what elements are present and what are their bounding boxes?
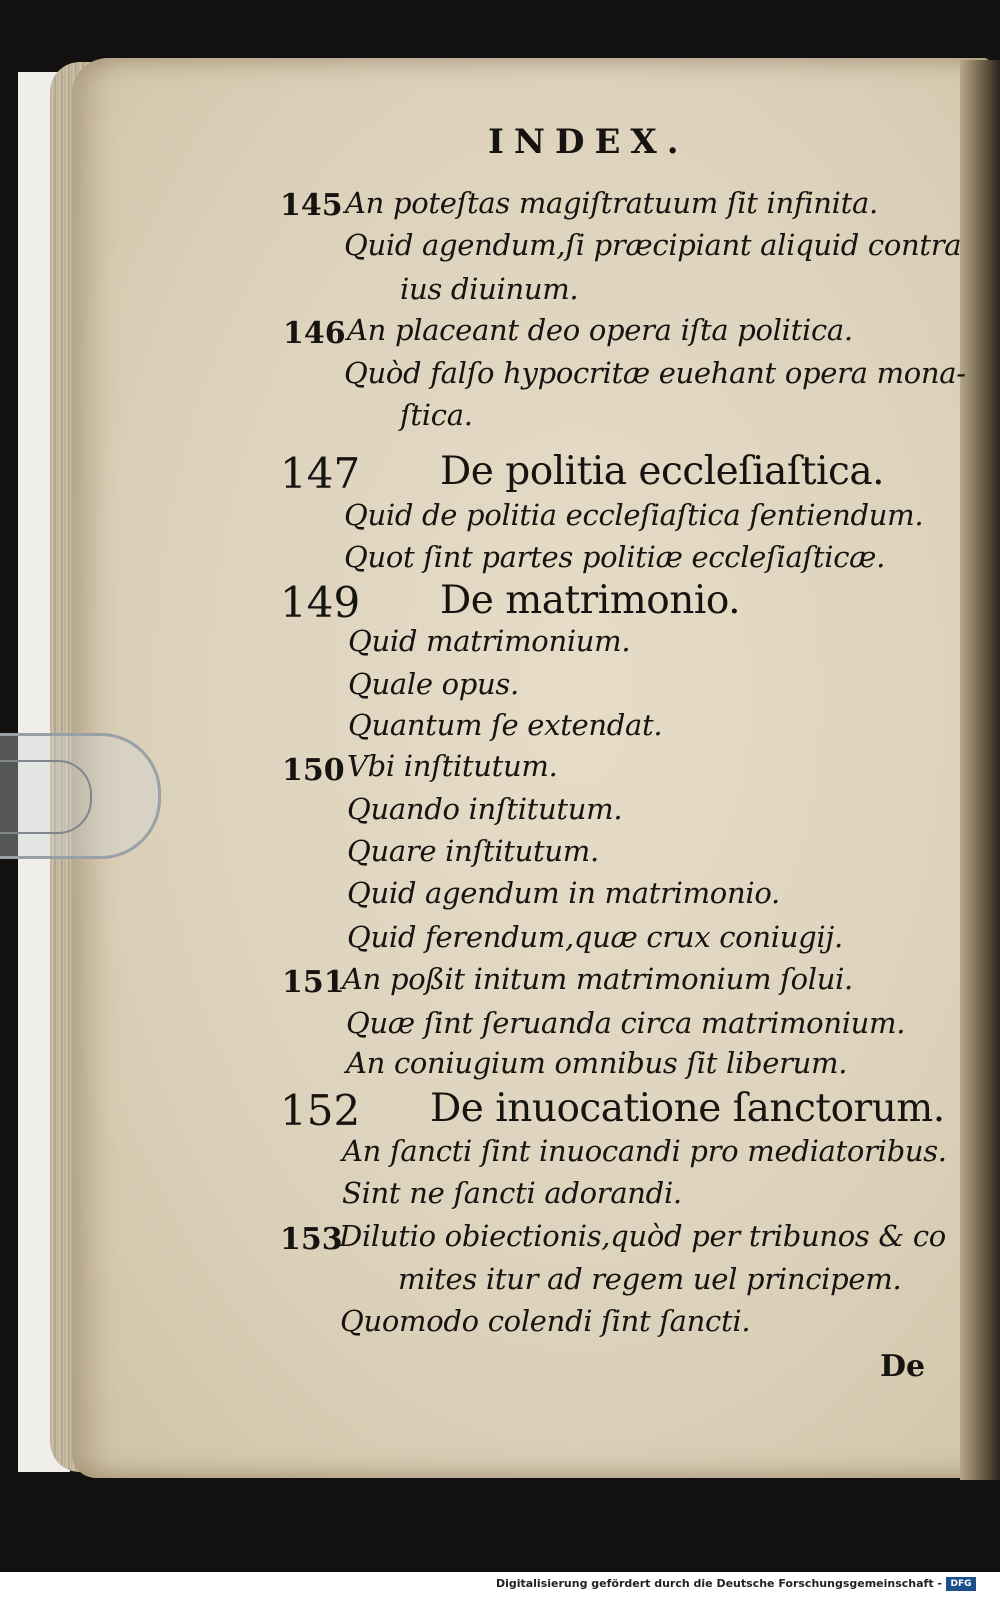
footer-bar xyxy=(0,1572,1000,1597)
entry-line: Quid agendum,ſi præcipiant aliquid contra xyxy=(344,228,962,262)
entry-line: An ſancti ſint inuocandi pro mediatoribus. xyxy=(342,1134,947,1168)
section-heading: De politia eccleſiaſtica. xyxy=(440,449,884,494)
entry-number: 146 xyxy=(283,316,346,351)
entry-line: Quot ſint partes politiæ eccleſiaſticæ. xyxy=(344,540,886,574)
paper-clip-inner xyxy=(0,760,92,834)
entry-line: Quando inſtitutum. xyxy=(347,792,623,826)
footer-credit: Digitalisierung gefördert durch die Deutsche Forschungsgemeinschaft - xyxy=(495,1577,942,1590)
entry-line: An poteſtas magiſtratuum ſit infinita. xyxy=(345,186,878,220)
section-heading: De inuocatione ſanctorum. xyxy=(430,1086,945,1131)
section-number: 152 xyxy=(280,1086,361,1135)
entry-line: ſtica. xyxy=(400,398,473,432)
entry-number: 145 xyxy=(280,188,343,223)
entry-line: Quid de politia eccleſiaſtica ſentiendum. xyxy=(344,498,924,532)
section-number: 147 xyxy=(280,449,361,498)
entry-line: Quomodo colendi ſint ſancti. xyxy=(340,1304,751,1338)
entry-line: Vbi inſtitutum. xyxy=(347,749,558,783)
entry-line: ius diuinum. xyxy=(400,272,579,306)
page-title: INDEX. xyxy=(488,122,689,162)
dfg-logo: DFG xyxy=(946,1577,976,1591)
entry-line: mites itur ad regem uel principem. xyxy=(398,1262,902,1296)
entry-line: Quare inſtitutum. xyxy=(347,834,599,868)
entry-number: 153 xyxy=(280,1222,343,1257)
entry-line: Sint ne ſancti adorandi. xyxy=(342,1176,682,1210)
catchword: De xyxy=(880,1349,926,1384)
entry-line: Dilutio obiectionis,quòd per tribunos & co xyxy=(339,1219,946,1253)
entry-number: 150 xyxy=(282,753,345,788)
section-heading: De matrimonio. xyxy=(440,578,741,623)
section-number: 149 xyxy=(280,578,361,627)
entry-line: An placeant deo opera iſta politica. xyxy=(347,313,853,347)
entry-line: An coniugium omnibus ſit liberum. xyxy=(346,1046,848,1080)
entry-line: Quantum ſe extendat. xyxy=(348,708,663,742)
entry-line: Quòd falſo hypocritæ euehant opera mona- xyxy=(344,356,966,390)
entry-line: An poßit initum matrimonium ſolui. xyxy=(342,962,853,996)
entry-line: Quæ ſint ſeruanda circa matrimonium. xyxy=(346,1006,906,1040)
entry-line: Quid ferendum,quæ crux coniugij. xyxy=(347,920,843,954)
entry-number: 151 xyxy=(282,965,345,1000)
entry-line: Quale opus. xyxy=(348,667,519,701)
entry-line: Quid matrimonium. xyxy=(348,624,631,658)
entry-line: Quid agendum in matrimonio. xyxy=(347,876,780,910)
